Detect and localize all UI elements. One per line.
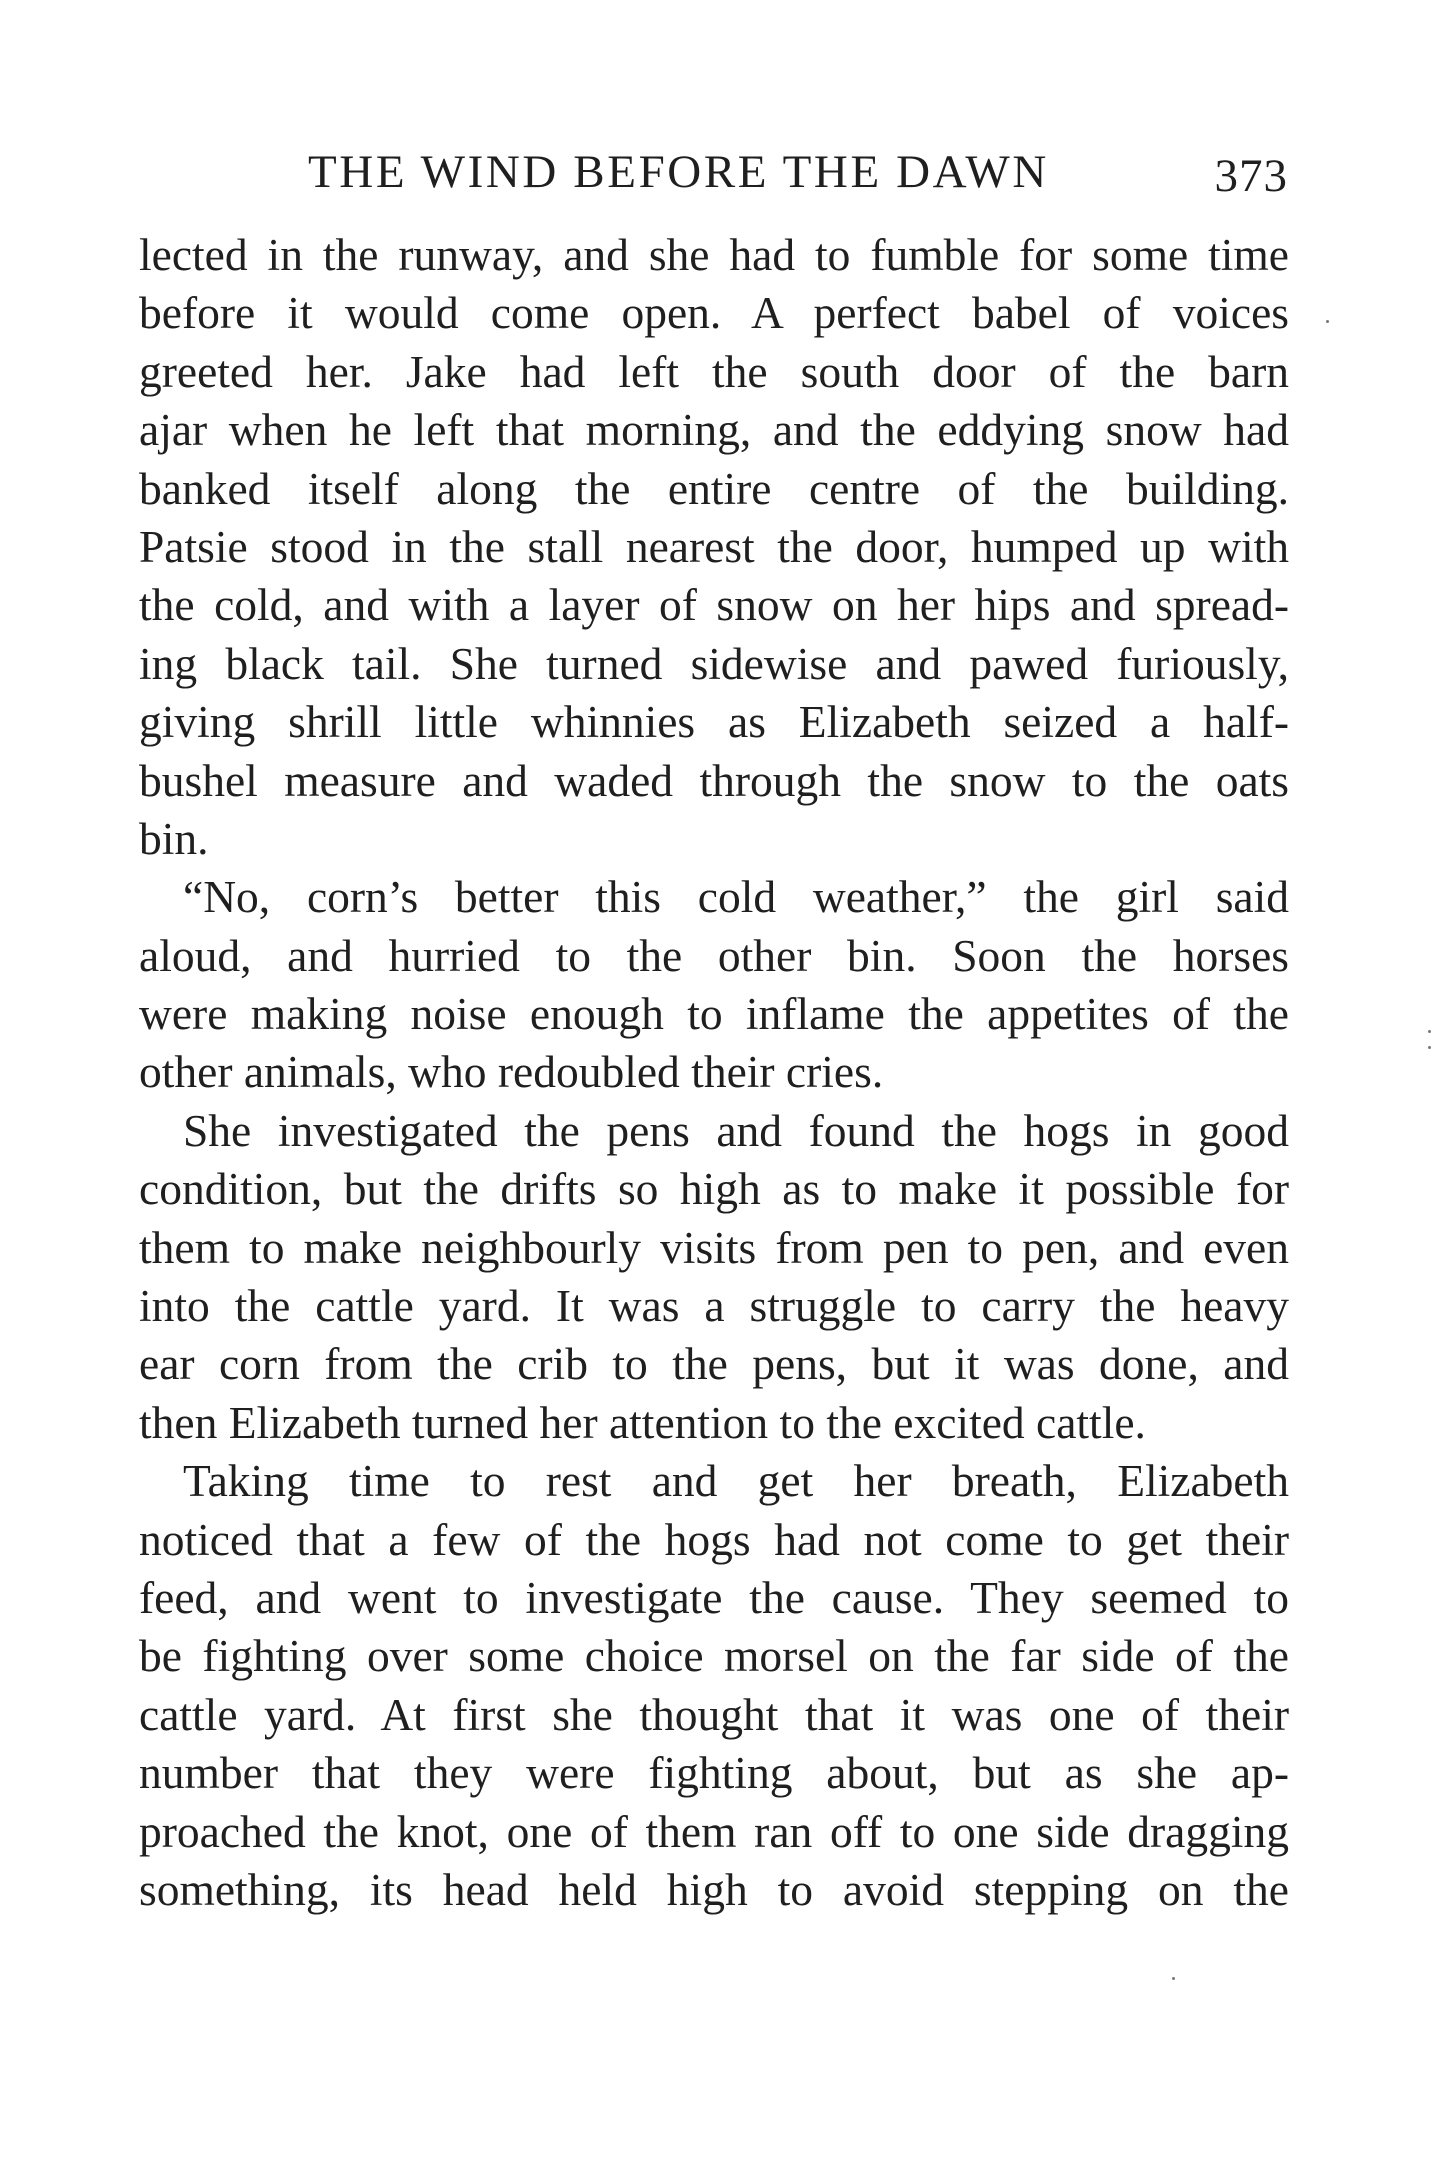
- body-text: [139, 226, 1289, 1919]
- text-line: lected in the runway, and she had to fumble for some time: [139, 229, 1289, 280]
- running-title: THE WIND BEFORE THE DAWN: [308, 146, 1049, 198]
- text-line: She investigated the pens and found the hogs in good: [183, 1104, 1289, 1156]
- page-number: 373: [1214, 150, 1288, 202]
- print-speck: [1172, 1977, 1175, 1980]
- running-head: [308, 142, 1288, 202]
- text-line: “No, corn’s better this cold weather,” the girl said: [183, 871, 1289, 923]
- text-line: ear corn from the crib to the pens, but it was done, and: [139, 1338, 1289, 1390]
- text-line: aloud, and hurried to the other bin. Soon the horses: [139, 929, 1289, 981]
- text-line: banked itself along the entire centre of the building.: [139, 462, 1289, 514]
- text-line: noticed that a few of the hogs had not come to get their: [139, 1513, 1289, 1565]
- text-line: were making noise enough to inflame the appetites of the: [139, 988, 1289, 1040]
- text-line: Taking time to rest and get her breath, Elizabeth: [183, 1455, 1289, 1507]
- text-line: ajar when he left that morning, and the eddying snow had: [139, 404, 1289, 456]
- text-line: bushel measure and waded through the snow to the oats: [139, 754, 1289, 806]
- text-line: number that they were fighting about, but as she ap-: [139, 1747, 1289, 1799]
- print-speck: [1428, 1030, 1431, 1033]
- text-line: proached the knot, one of them ran off to one side dragging: [139, 1805, 1289, 1857]
- text-line: something, its head held high to avoid stepping on the: [139, 1863, 1289, 1915]
- text-line: before it would come open. A perfect babel of voices: [139, 287, 1289, 339]
- text-line: into the cattle yard. It was a struggle to carry the heavy: [139, 1280, 1289, 1332]
- text-line: cattle yard. At first she thought that it was one of their: [139, 1688, 1289, 1740]
- text-line: then Elizabeth turned her attention to the excited cattle.: [139, 1396, 1146, 1448]
- text-line: ing black tail. She turned sidewise and pawed furiously,: [139, 637, 1289, 689]
- text-line: giving shrill little whinnies as Elizabeth seized a half-: [139, 696, 1289, 748]
- text-line: them to make neighbourly visits from pen to pen, and even: [139, 1221, 1289, 1273]
- text-line: other animals, who redoubled their cries.: [139, 1046, 884, 1098]
- text-line: bin.: [139, 812, 209, 864]
- text-line: be fighting over some choice morsel on the far side of the: [139, 1630, 1289, 1682]
- print-speck: [1326, 320, 1329, 323]
- print-speck: [1428, 1046, 1431, 1049]
- text-line: Patsie stood in the stall nearest the door, humped up with: [139, 520, 1289, 572]
- text-line: greeted her. Jake had left the south door of the barn: [139, 345, 1289, 397]
- text-line: feed, and went to investigate the cause. They seemed to: [139, 1571, 1289, 1623]
- text-line: the cold, and with a layer of snow on her hips and spread-: [139, 579, 1289, 631]
- text-line: condition, but the drifts so high as to make it possible for: [139, 1163, 1289, 1215]
